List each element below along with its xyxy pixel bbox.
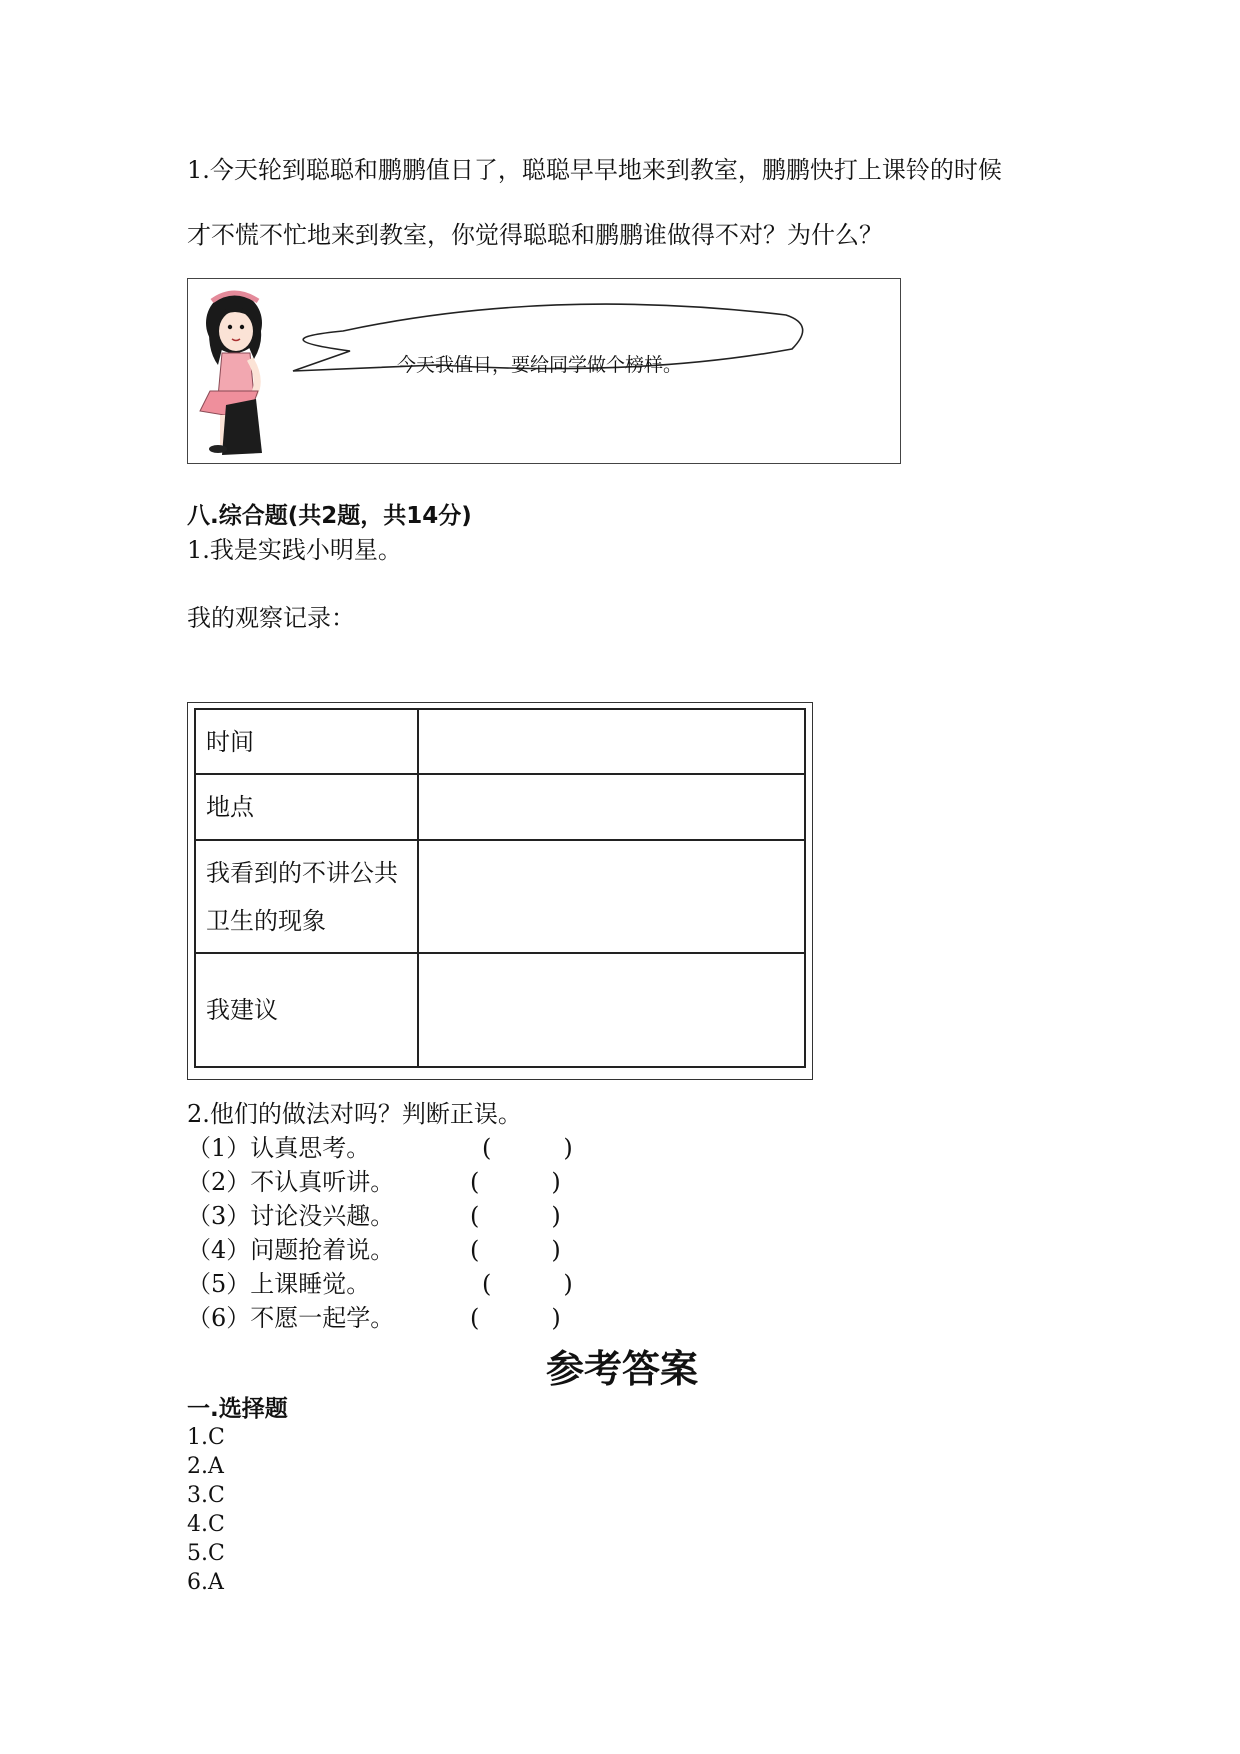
section-heading: 八.综合题(共2题，共14分) [187, 503, 472, 529]
answer-blank-3[interactable]: ( ) [470, 1202, 561, 1230]
answer-item: 5.C [187, 1541, 225, 1566]
table-row [195, 953, 805, 1067]
row-label-time: 时间 [195, 709, 418, 774]
question-text-line1: 1.今天轮到聪聪和鹏鹏值日了，聪聪早早地来到教室，鹏鹏快打上课铃的时候 [187, 156, 1002, 184]
row-label-place: 地点 [195, 774, 418, 840]
judge-item-1: （1）认真思考。 [187, 1134, 371, 1162]
row-value-suggestion[interactable] [418, 953, 805, 1067]
answers-section-heading: 一.选择题 [187, 1396, 288, 1422]
answer-list [187, 1423, 225, 1597]
judge-item-6: （6）不愿一起学。 [187, 1304, 395, 1332]
observation-table [194, 708, 806, 1068]
answer-blank-6[interactable]: ( ) [470, 1304, 561, 1332]
answer-blank-1[interactable]: ( ) [482, 1134, 573, 1162]
question-text-line2: 才不慌不忙地来到教室，你觉得聪聪和鹏鹏谁做得不对？为什么？ [187, 221, 883, 249]
judge-item-4: （4）问题抢着说。 [187, 1236, 395, 1264]
judge-item-2: （2）不认真听讲。 [187, 1168, 395, 1196]
answer-blank-2[interactable]: ( ) [470, 1168, 561, 1196]
question-1-text: 1.我是实践小明星。 [187, 536, 402, 564]
row-label-suggestion: 我建议 [195, 953, 418, 1067]
answer-item: 1.C [187, 1425, 225, 1450]
table-row [195, 709, 805, 774]
table-row [195, 840, 805, 953]
girl-figure [200, 293, 262, 455]
answer-item: 4.C [187, 1512, 225, 1537]
observation-record-label: 我的观察记录： [187, 604, 355, 632]
row-label-phenomenon: 我看到的不讲公共 卫生的现象 [195, 840, 418, 953]
judge-item-5: （5）上课睡觉。 [187, 1270, 371, 1298]
answers-title: 参考答案 [546, 1347, 699, 1391]
row-value-phenomenon[interactable] [418, 840, 805, 953]
answer-blank-5[interactable]: ( ) [482, 1270, 573, 1298]
question-2-text: 2.他们的做法对吗？判断正误。 [187, 1100, 522, 1128]
answer-blank-4[interactable]: ( ) [470, 1236, 561, 1264]
answer-item: 3.C [187, 1483, 225, 1508]
answer-item: 2.A [187, 1454, 224, 1479]
row-value-place[interactable] [418, 774, 805, 840]
row-value-time[interactable] [418, 709, 805, 774]
answer-item: 6.A [187, 1570, 224, 1595]
speech-bubble-text: 今天我值日，要给同学做个榜样。 [397, 354, 683, 376]
judge-item-3: （3）讨论没兴趣。 [187, 1202, 395, 1230]
table-row [195, 774, 805, 840]
